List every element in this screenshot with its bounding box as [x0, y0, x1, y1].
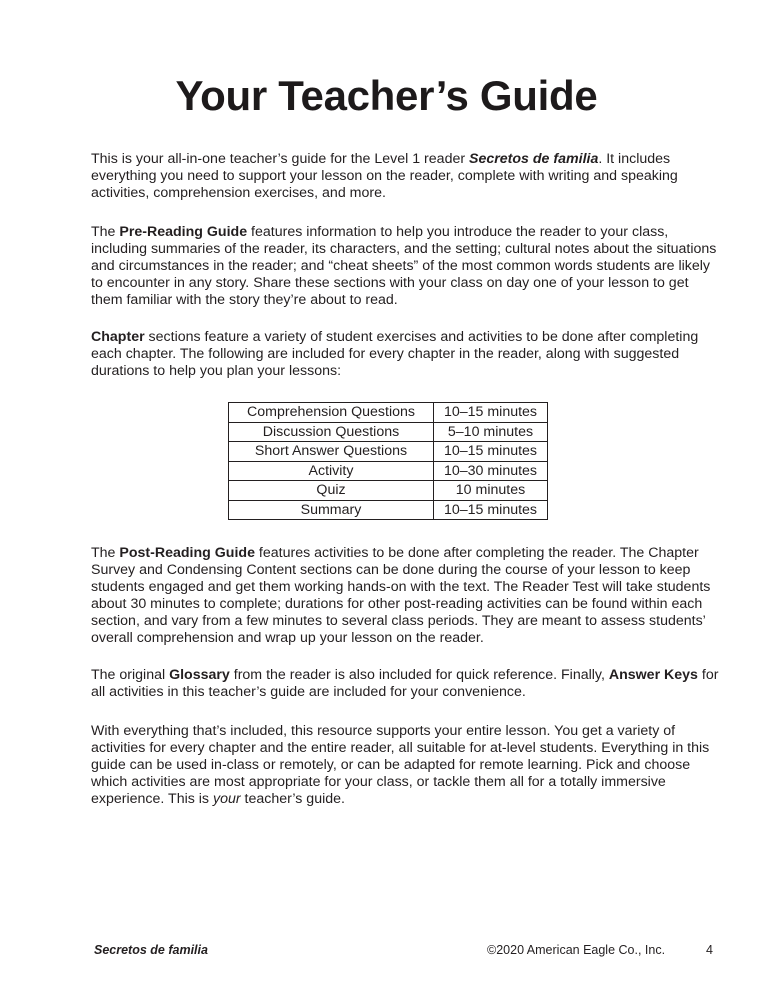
closing-paragraph	[91, 723, 721, 808]
activity-cell: Summary	[229, 500, 434, 520]
post-reading-text-start: The	[91, 545, 120, 561]
duration-cell: 5–10 minutes	[434, 422, 548, 442]
closing-emphasis: your	[212, 791, 241, 808]
glossary-paragraph	[91, 667, 721, 701]
page-number: 4	[706, 943, 713, 957]
table-row	[229, 500, 548, 520]
chapter-text: sections feature a variety of student exercises and activities to be done after completing each chapter. The following are included for every chapter in the reader, along with suggested durations to help you plan your lessons:	[91, 329, 699, 380]
activity-cell: Activity	[229, 461, 434, 481]
glossary-text: from the reader is also included for quick reference. Finally,	[229, 667, 609, 683]
page-title: Your Teacher’s Guide	[175, 72, 598, 119]
answer-keys-term: Answer Keys	[608, 667, 698, 683]
table-row	[229, 422, 548, 442]
chapter-term: Chapter	[91, 329, 145, 345]
durations-table	[228, 402, 548, 520]
pre-reading-paragraph	[91, 224, 721, 309]
intro-paragraph	[91, 151, 721, 202]
duration-cell: 10–15 minutes	[434, 500, 548, 520]
activity-cell: Short Answer Questions	[229, 442, 434, 462]
table-row	[229, 403, 548, 423]
closing-text-end: teacher’s guide.	[240, 791, 345, 808]
footer-copyright: ©2020 American Eagle Co., Inc.	[487, 943, 666, 957]
pre-reading-text-start: The	[91, 224, 120, 240]
chapter-paragraph	[91, 329, 721, 380]
pre-reading-guide-term: Pre-Reading Guide	[119, 224, 248, 240]
activity-cell: Quiz	[229, 481, 434, 501]
reader-title: Secretos de familia	[469, 151, 599, 167]
duration-cell: 10 minutes	[434, 481, 548, 501]
post-reading-paragraph	[91, 545, 721, 648]
duration-cell: 10–15 minutes	[434, 442, 548, 462]
closing-text: With everything that’s included, this resource supports your entire lesson. You get a variety of activities for every chapter and the entire reader, all suitable for at-level students. Everything in this guide can be used in-class or remotely, or can be adapted for remote learning. Pick and choose which activities are most appropriate for your class, or tackle them all for a totally immersive experience. This is	[91, 723, 710, 808]
duration-cell: 10–15 minutes	[434, 403, 548, 423]
glossary-text-start: The original	[91, 667, 170, 683]
glossary-text-end: for all activities in this teacher’s guide are included for your convenience.	[91, 667, 719, 701]
post-reading-guide-term: Post-Reading Guide	[119, 545, 255, 561]
footer-book-title: Secretos de familia	[94, 943, 208, 957]
pre-reading-text: features information to help you introduce the reader to your class, including summaries of the reader, its characters, and the setting; cultural notes about the situations and circumstances in the reader; and “cheat sheets” of the most common words students are likely to encounter in any story. Share these sections with your class on day one of your lesson to get them familiar with the story they’re about to read.	[91, 224, 717, 309]
table-row	[229, 442, 548, 462]
activity-cell: Comprehension Questions	[229, 403, 434, 423]
intro-text-end: . It includes everything you need to support your lesson on the reader, complete with writing and speaking activities, comprehension exercises, and more.	[91, 151, 678, 202]
activity-cell: Discussion Questions	[229, 422, 434, 442]
duration-cell: 10–30 minutes	[434, 461, 548, 481]
post-reading-text: features activities to be done after completing the reader. The Chapter Survey and Condensing Content sections can be done during the course of your lesson to keep students engaged and get them working hands-on with the text. The Reader Test will take students about 30 minutes to complete; durations for other post-reading activities can be found within each section, and vary from a few minutes to several class periods. They are meant to assess students’ overall comprehension and wrap up your lesson on the reader.	[91, 545, 711, 647]
glossary-term: Glossary	[169, 667, 230, 683]
table-row	[229, 461, 548, 481]
intro-text: This is your all-in-one teacher’s guide for the Level 1 reader	[91, 151, 470, 167]
table-row	[229, 481, 548, 501]
